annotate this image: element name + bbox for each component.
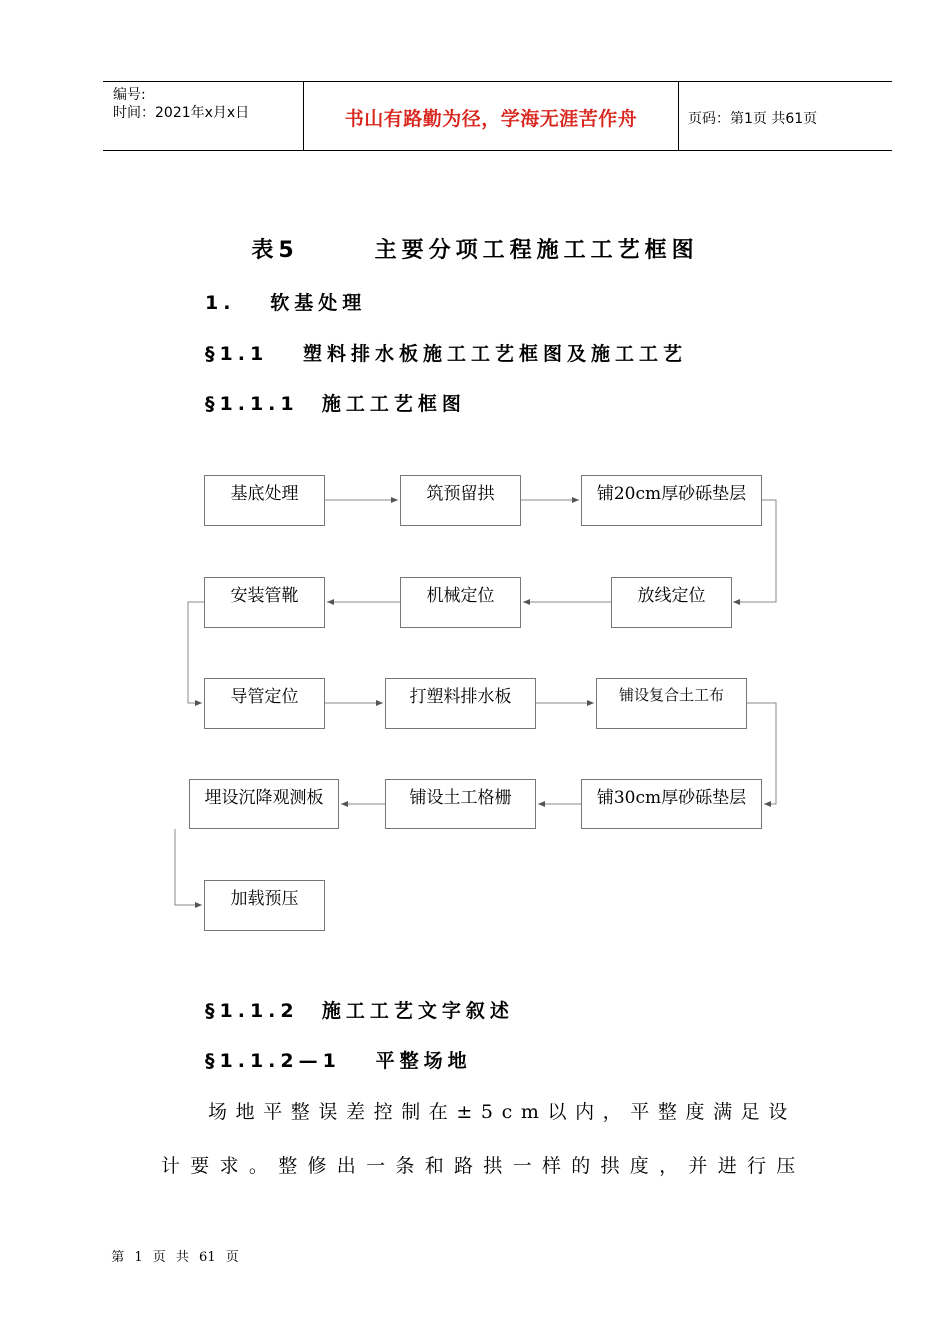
flow-box-gravel-30cm: 铺30cm厚砂砾垫层 [581, 779, 762, 829]
arrow-b10-b13 [175, 829, 202, 905]
date-label: 时间：2021年x月x日 [113, 105, 250, 121]
number-label: 编号: [113, 87, 146, 103]
flow-box-camber: 筑预留拱 [400, 475, 521, 526]
section-heading-1-1-1: §1.1.1 施工工艺框图 [205, 393, 466, 415]
flow-box-settlement-plate: 埋设沉降观测板 [189, 779, 339, 829]
section-heading-1: 1. 软基处理 [205, 292, 367, 314]
flow-box-gravel-20cm: 铺20cm厚砂砾垫层 [581, 475, 762, 526]
flow-box-drain-board: 打塑料排水板 [385, 678, 536, 729]
flow-box-layout: 放线定位 [611, 577, 732, 628]
arrow-b4-b7 [188, 602, 204, 703]
page-header [103, 81, 892, 151]
flow-box-conduit-position: 导管定位 [204, 678, 325, 729]
section-heading-1-1-2-1: §1.1.2—1 平整场地 [205, 1050, 472, 1072]
paragraph-line-2: 计要求。整修出一条和路拱一样的拱度，并进行压 [161, 1155, 806, 1177]
flow-box-machine-position: 机械定位 [400, 577, 521, 628]
flow-box-geogrid: 铺设土工格栅 [385, 779, 536, 829]
page-footer: 第 1 页 共 61 页 [111, 1250, 239, 1265]
flow-box-geotextile: 铺设复合土工布 [596, 678, 747, 729]
paragraph-line-1: 场地平整误差控制在±5cm以内，平整度满足设 [208, 1101, 796, 1123]
flow-box-base-treatment: 基底处理 [204, 475, 325, 526]
flow-box-preload: 加载预压 [204, 880, 325, 931]
header-motto-cell [303, 82, 679, 150]
page-number-label: 页码：第1页 共61页 [688, 111, 818, 127]
flow-box-pipe-shoe: 安装管靴 [204, 577, 325, 628]
section-heading-1-1: §1.1 塑料排水板施工工艺框图及施工工艺 [205, 343, 688, 365]
page-title: 表5 主要分项工程施工工艺框图 [251, 238, 699, 263]
section-heading-1-1-2: §1.1.2 施工工艺文字叙述 [205, 1000, 514, 1022]
header-page-cell [678, 82, 892, 150]
motto-text: 书山有路勤为径，学海无涯苦作舟 [344, 108, 638, 130]
header-info-cell [103, 82, 303, 150]
